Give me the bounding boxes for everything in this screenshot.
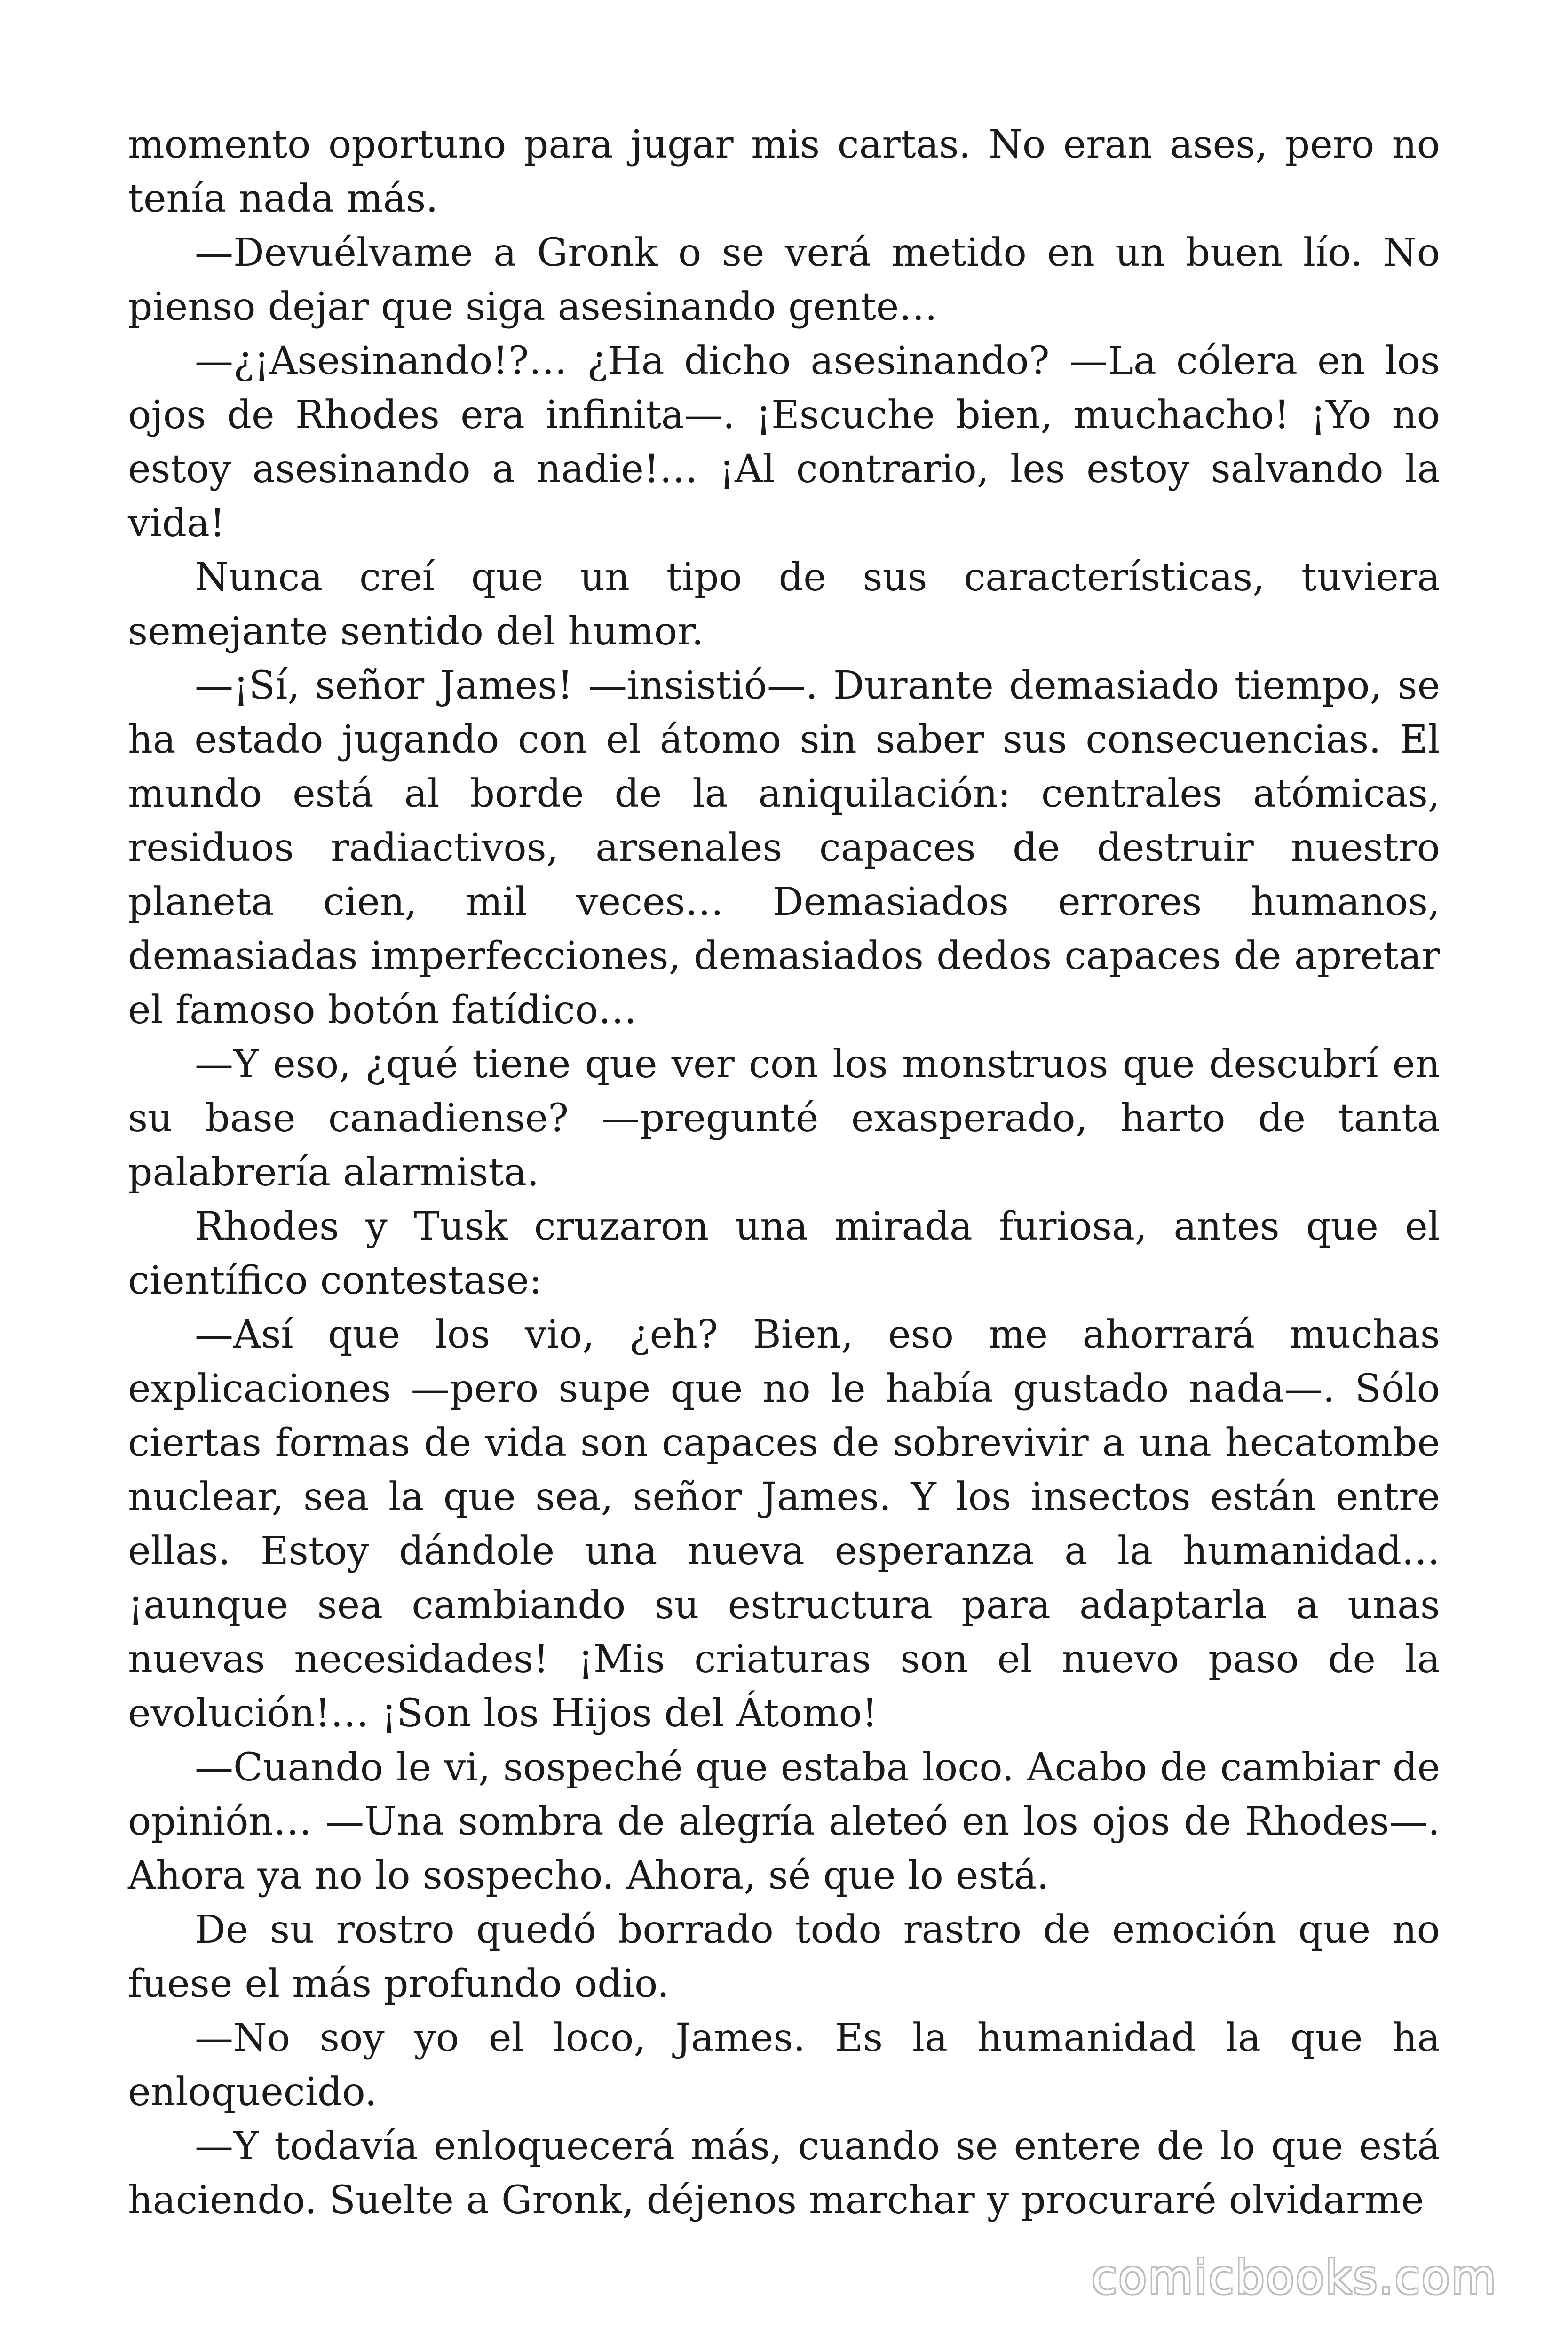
page-text-block: [128, 118, 1440, 2223]
paragraph-12: —Y todavía enloquecerá más, cuando se entere de lo que está haciendo. Suelte a Gronk, déjenos marchar y procuraré olvidarme: [128, 2124, 1440, 2223]
paragraph-5: —¡Sí, señor James! —insistió—. Durante demasiado tiempo, se ha estado jugando con el átomo sin saber sus consecuencias. El mundo está al borde de la aniquilación: centrales atómicas, residuos radiactivos, arsenales capaces de destruir nuestro planeta cien, mil veces… Demasiados errores humanos, demasiadas imperfecciones, demasiados dedos capaces de apretar el famoso botón fatídico…: [128, 663, 1440, 1033]
paragraph-4: Nunca creí que un tipo de sus características, tuviera semejante sentido del humor.: [128, 555, 1440, 654]
paragraph-6: —Y eso, ¿qué tiene que ver con los monstruos que descubrí en su base canadiense? —pregunté exasperado, harto de tanta palabrería alarmista.: [128, 1042, 1440, 1195]
paragraph-2: —Devuélvame a Gronk o se verá metido en un buen lío. No pienso dejar que siga asesinando gente…: [128, 230, 1440, 329]
paragraph-11: —No soy yo el loco, James. Es la humanidad la que ha enloquecido.: [128, 2016, 1440, 2114]
paragraph-10: De su rostro quedó borrado todo rastro de emoción que no fuese el más profundo odio.: [128, 1907, 1440, 2006]
paragraph-3: —¿¡Asesinando!?… ¿Ha dicho asesinando? —La cólera en los ojos de Rhodes era infinita—. ¡Escuche bien, muchacho! ¡Yo no estoy asesinando a nadie!… ¡Al contrario, les estoy salvando la vida!: [128, 339, 1440, 546]
watermark-text: comicbooks.com: [1092, 2251, 1497, 2304]
paragraph-7: Rhodes y Tusk cruzaron una mirada furiosa, antes que el científico contestase:: [128, 1204, 1440, 1303]
paragraph-1: momento oportuno para jugar mis cartas. No eran ases, pero no tenía nada más.: [128, 122, 1440, 221]
paragraph-8: —Así que los vio, ¿eh? Bien, eso me ahorrará muchas explicaciones —pero supe que no le había gustado nada—. Sólo ciertas formas de vida son capaces de sobrevivir a una hecatombe nuclear, sea la que sea, señor James. Y los insectos están entre ellas. Estoy dándole una nueva esperanza a la humanidad… ¡aunque sea cambiando su estructura para adaptarla a unas nuevas necesidades! ¡Mis criaturas son el nuevo paso de la evolución!… ¡Son los Hijos del Átomo!: [128, 1312, 1440, 1736]
paragraph-9: —Cuando le vi, sospeché que estaba loco. Acabo de cambiar de opinión… —Una sombra de alegría aleteó en los ojos de Rhodes—. Ahora ya no lo sospecho. Ahora, sé que lo está.: [128, 1745, 1440, 1898]
